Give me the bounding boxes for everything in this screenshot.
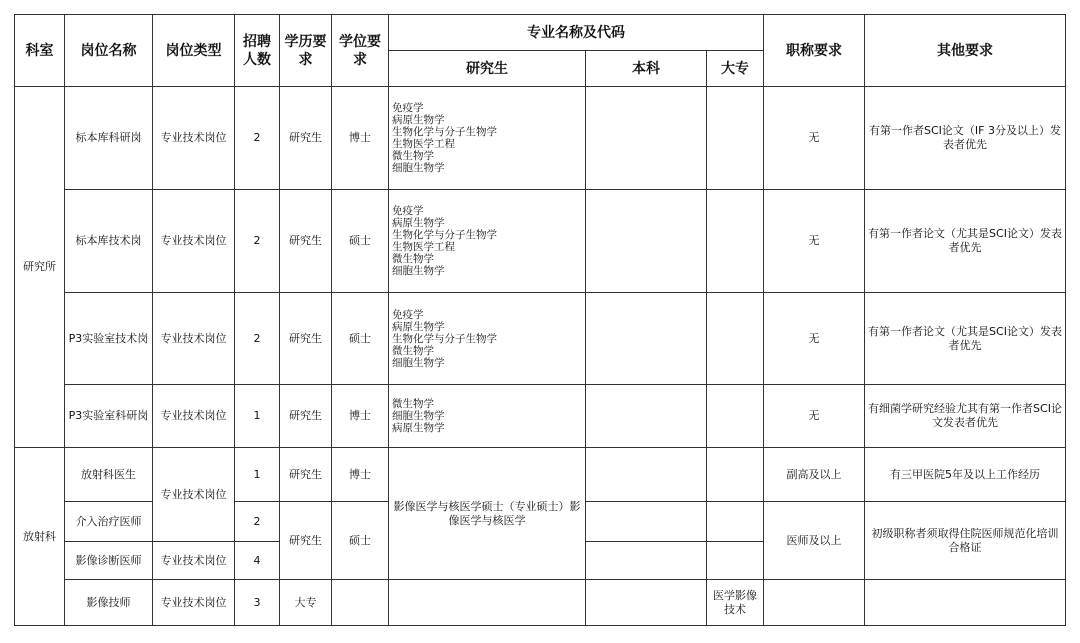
header-education: 学历要求 xyxy=(280,15,332,87)
major-item: 生物化学与分子生物学 xyxy=(392,332,497,345)
position-type-cell: 专业技术岗位 xyxy=(153,448,235,542)
degree-cell: 硕士 xyxy=(332,502,389,580)
major-item: 生物医学工程 xyxy=(392,138,455,150)
title-requirement-cell: 医师及以上 xyxy=(764,502,865,580)
position-type-cell: 专业技术岗位 xyxy=(153,385,235,448)
major-item: 微生物学 xyxy=(392,150,434,162)
college-major-cell xyxy=(707,293,764,385)
major-item: 细胞生物学 xyxy=(392,162,445,174)
major-item: 病原生物学 xyxy=(392,320,445,333)
college-major-cell: 医学影像技术 xyxy=(707,580,764,626)
graduate-majors-cell xyxy=(389,87,586,190)
other-requirement-cell: 初级职称者须取得住院医师规范化培训合格证 xyxy=(865,502,1066,580)
header-position-name: 岗位名称 xyxy=(65,15,153,87)
position-type-cell: 专业技术岗位 xyxy=(153,190,235,293)
major-item: 生物化学与分子生物学 xyxy=(392,126,497,138)
position-type-cell: 专业技术岗位 xyxy=(153,87,235,190)
header-title-requirement: 职称要求 xyxy=(764,15,865,87)
degree-cell: 硕士 xyxy=(332,190,389,293)
table-row xyxy=(15,580,1066,626)
major-item: 细胞生物学 xyxy=(392,265,445,277)
headcount-cell: 4 xyxy=(235,542,280,580)
position-name-cell: P3实验室科研岗 xyxy=(65,385,153,448)
graduate-majors-cell xyxy=(389,385,586,448)
position-name-cell: 放射科医生 xyxy=(65,448,153,502)
education-cell: 研究生 xyxy=(280,190,332,293)
other-requirement-cell: 有第一作者SCI论文（IF 3分及以上）发表者优先 xyxy=(865,87,1066,190)
degree-cell: 硕士 xyxy=(332,293,389,385)
degree-cell xyxy=(332,580,389,626)
header-other-requirement: 其他要求 xyxy=(865,15,1066,87)
major-item: 生物化学与分子生物学 xyxy=(392,229,497,241)
header-graduate: 研究生 xyxy=(389,51,586,87)
bachelor-major-cell xyxy=(586,293,707,385)
college-major-cell xyxy=(707,502,764,542)
education-cell: 研究生 xyxy=(280,448,332,502)
graduate-majors-cell xyxy=(389,580,586,626)
position-name-cell: 影像技师 xyxy=(65,580,153,626)
major-item: 病原生物学 xyxy=(392,422,445,434)
other-requirement-cell: 有三甲医院5年及以上工作经历 xyxy=(865,448,1066,502)
education-cell: 大专 xyxy=(280,580,332,626)
headcount-cell: 2 xyxy=(235,293,280,385)
header-major-group: 专业名称及代码 xyxy=(389,15,764,51)
major-item: 细胞生物学 xyxy=(392,356,445,369)
college-major-cell xyxy=(707,190,764,293)
bachelor-major-cell xyxy=(586,502,707,542)
headcount-cell: 2 xyxy=(235,190,280,293)
table-row xyxy=(15,87,1066,190)
major-item: 免疫学 xyxy=(392,205,424,217)
college-major-cell xyxy=(707,385,764,448)
degree-cell: 博士 xyxy=(332,87,389,190)
header-position-type: 岗位类型 xyxy=(153,15,235,87)
major-item: 微生物学 xyxy=(392,398,434,410)
major-item: 病原生物学 xyxy=(392,114,445,126)
major-item: 免疫学 xyxy=(392,308,424,321)
title-requirement-cell: 副高及以上 xyxy=(764,448,865,502)
position-name-cell: 介入治疗医师 xyxy=(65,502,153,542)
dept-cell: 放射科 xyxy=(15,448,65,626)
position-name-cell: 标本库技术岗 xyxy=(65,190,153,293)
bachelor-major-cell xyxy=(586,190,707,293)
title-requirement-cell: 无 xyxy=(764,190,865,293)
education-cell: 研究生 xyxy=(280,87,332,190)
other-requirement-cell: 有第一作者论文（尤其是SCI论文）发表者优先 xyxy=(865,293,1066,385)
table-row xyxy=(15,190,1066,293)
headcount-cell: 1 xyxy=(235,448,280,502)
major-item: 微生物学 xyxy=(392,253,434,265)
major-item: 细胞生物学 xyxy=(392,410,445,422)
other-requirement-cell: 有细菌学研究经验尤其有第一作者SCI论文发表者优先 xyxy=(865,385,1066,448)
headcount-cell: 2 xyxy=(235,502,280,542)
headcount-cell: 1 xyxy=(235,385,280,448)
major-item: 免疫学 xyxy=(392,102,424,114)
major-item: 病原生物学 xyxy=(392,217,445,229)
title-requirement-cell: 无 xyxy=(764,293,865,385)
graduate-majors-cell: 影像医学与核医学硕士（专业硕士）影像医学与核医学 xyxy=(389,448,586,580)
table-row xyxy=(15,293,1066,385)
header-dept: 科室 xyxy=(15,15,65,87)
other-requirement-cell: 有第一作者论文（尤其是SCI论文）发表者优先 xyxy=(865,190,1066,293)
headcount-cell: 3 xyxy=(235,580,280,626)
bachelor-major-cell xyxy=(586,542,707,580)
other-requirement-cell xyxy=(865,580,1066,626)
position-name-cell: 影像诊断医师 xyxy=(65,542,153,580)
major-item: 微生物学 xyxy=(392,344,434,357)
degree-cell: 博士 xyxy=(332,448,389,502)
college-major-cell xyxy=(707,448,764,502)
header-bachelor: 本科 xyxy=(586,51,707,87)
dept-cell: 研究所 xyxy=(15,87,65,448)
position-name-cell: P3实验室技术岗 xyxy=(65,293,153,385)
position-name-cell: 标本库科研岗 xyxy=(65,87,153,190)
title-requirement-cell: 无 xyxy=(764,385,865,448)
major-item: 生物医学工程 xyxy=(392,241,455,253)
position-type-cell: 专业技术岗位 xyxy=(153,580,235,626)
table-row xyxy=(15,448,1066,502)
college-major-cell xyxy=(707,87,764,190)
graduate-majors-cell xyxy=(389,293,586,385)
header-college: 大专 xyxy=(707,51,764,87)
bachelor-major-cell xyxy=(586,580,707,626)
header-headcount: 招聘人数 xyxy=(235,15,280,87)
graduate-majors-cell xyxy=(389,190,586,293)
table-row xyxy=(15,385,1066,448)
header-degree: 学位要求 xyxy=(332,15,389,87)
bachelor-major-cell xyxy=(586,87,707,190)
position-type-cell: 专业技术岗位 xyxy=(153,542,235,580)
title-requirement-cell xyxy=(764,580,865,626)
degree-cell: 博士 xyxy=(332,385,389,448)
education-cell: 研究生 xyxy=(280,502,332,580)
education-cell: 研究生 xyxy=(280,385,332,448)
headcount-cell: 2 xyxy=(235,87,280,190)
bachelor-major-cell xyxy=(586,448,707,502)
recruitment-table xyxy=(14,14,1066,626)
education-cell: 研究生 xyxy=(280,293,332,385)
title-requirement-cell: 无 xyxy=(764,87,865,190)
position-type-cell: 专业技术岗位 xyxy=(153,293,235,385)
bachelor-major-cell xyxy=(586,385,707,448)
college-major-cell xyxy=(707,542,764,580)
